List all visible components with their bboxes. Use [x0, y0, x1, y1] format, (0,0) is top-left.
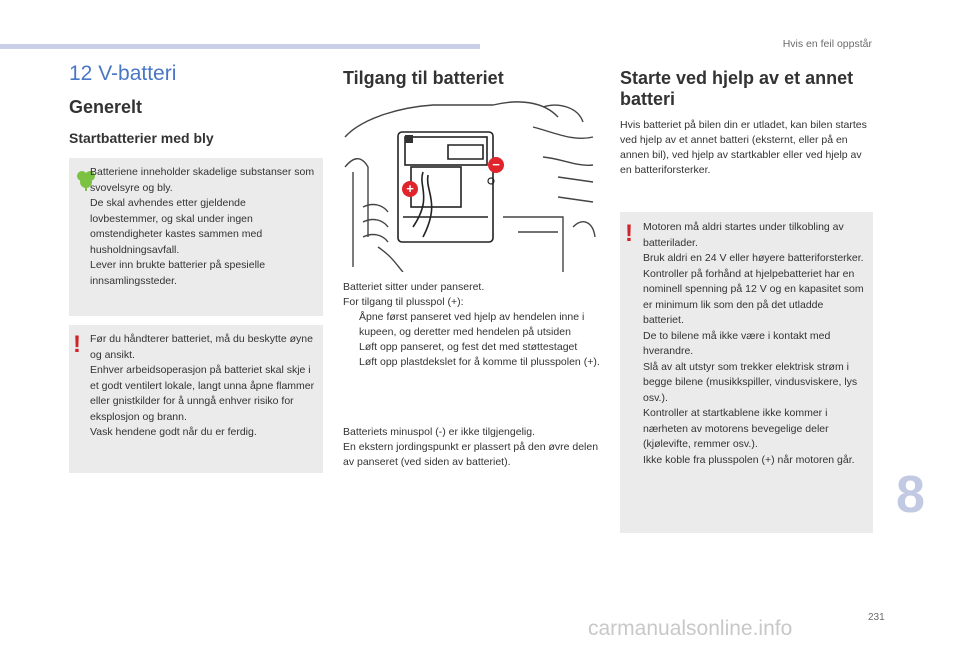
heading-battery-access: Tilgang til batteriet — [343, 68, 504, 88]
watermark: carmanualsonline.info — [588, 617, 793, 640]
minus-marker: − — [492, 157, 500, 172]
subheading-lead-batteries: Startbatterier med bly — [69, 130, 214, 146]
jump-start-intro: Hvis batteriet på bilen din er utladet, kan bilen startes ved hjelp av et annet batteri (eksternt, eller på en annen bil), ved hjelp av startkabler eller ved hjelp av en batteriforsterker. — [620, 119, 867, 176]
warning-box-text: Før du håndterer batteriet, må du beskytte øyne og ansikt. Enhver arbeidsoperasjon på batteriet skal skje i et godt ventilert lokale, langt unna åpne flammer eller gnistkilder for å unngå enhver risiko for eksplosjon og brann. Vask hendene godt når du er ferdig. — [90, 333, 315, 438]
access-steps — [343, 310, 603, 370]
warning-box-jump-start-text: Motoren må aldri startes under tilkobling av batterilader. Bruk aldri en 24 V eller høyere batteriforsterker. Kontroller på forhånd at hjelpebatteriet har en nominell spenning på 12 V og en kapasitet som er minimum lik som den på det utladde batteriet. De to bilene må ikke være i kontakt med hverandre. Slå av alt utstyr som trekker elektrisk strøm i begge bilene (musikkspiller, vindusviskere, lys osv.). Kontroller at startkablene ikke kommer i nærheten av motorens bevegelige deler (kjølevifte, remmer osv.). Ikke koble fra plusspolen (+) når motoren går. — [643, 221, 864, 466]
plus-marker: + — [406, 181, 414, 196]
step-text: Åpne først panseret ved hjelp av hendelen inne i kupeen, og deretter med hendelen på utsiden — [359, 311, 585, 338]
page-number: 231 — [868, 612, 885, 623]
bullet-marker — [343, 310, 359, 340]
header-accent-bar — [0, 44, 480, 49]
section-title: 12 V-batteri — [69, 62, 177, 85]
minus-pole-note: Batteriets minuspol (-) er ikke tilgjengelig. En ekstern jordingspunkt er plassert på den øvre delen av panseret (ved siden av batteriet). — [343, 426, 599, 468]
heading-generelt: Generelt — [69, 97, 143, 117]
bullet-marker — [343, 355, 359, 370]
info-box-text: Batteriene inneholder skadelige substanser som svovelsyre og bly. De skal avhendes etter gjeldende lovbestemmer, og skal under ingen omstendigheter kastes sammen med husholdningsavfall. Lever inn brukte batterier på spesielle innsamlingssteder. — [90, 166, 315, 287]
running-header: Hvis en feil oppstår — [782, 38, 872, 50]
warning-icon: ! — [73, 331, 81, 358]
list-item — [343, 310, 603, 340]
warning-icon: ! — [625, 220, 633, 247]
step-text: Løft opp plastdekslet for å komme til plusspolen (+). — [359, 356, 600, 368]
bullet-marker — [343, 340, 359, 355]
list-item — [343, 355, 603, 370]
battery-photo — [343, 97, 598, 272]
chapter-number: 8 — [896, 466, 925, 524]
list-item — [343, 340, 603, 355]
step-text: Løft opp panseret, og fest det med støttestaget — [359, 341, 578, 353]
heading-jump-start: Starte ved hjelp av et annet batteri — [620, 68, 854, 109]
access-intro: Batteriet sitter under panseret. For tilgang til plusspol (+): — [343, 281, 485, 308]
